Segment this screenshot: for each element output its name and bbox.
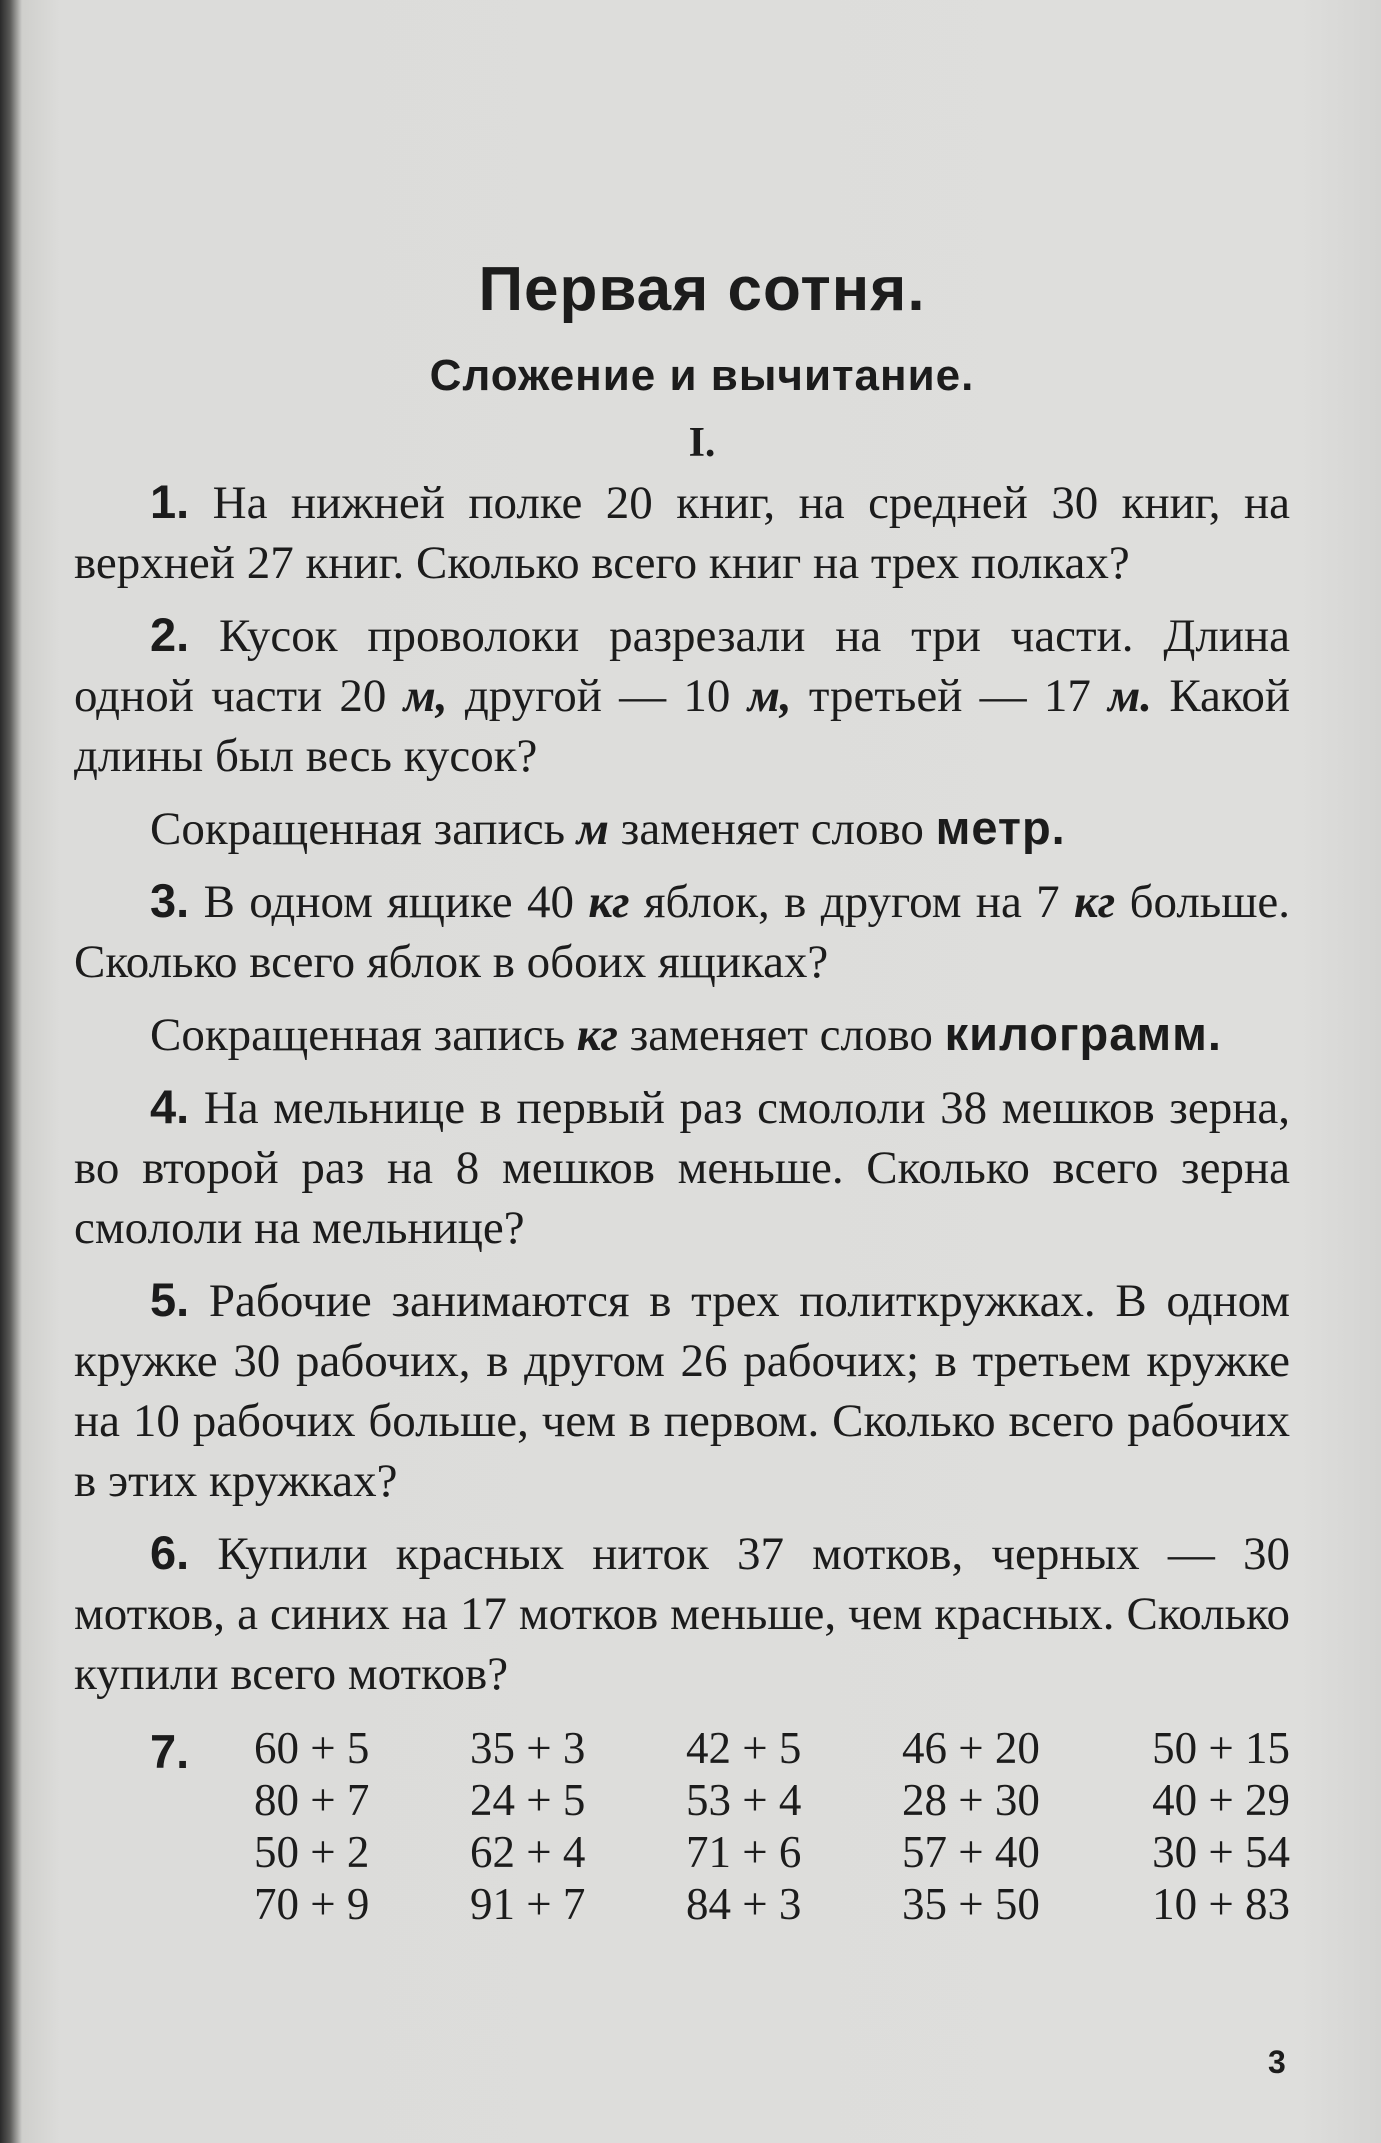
exercise-cell: 10 + 83 bbox=[1152, 1879, 1290, 1929]
note-text: заменяет слово bbox=[620, 803, 924, 855]
note-meter bbox=[74, 798, 1290, 859]
page-content bbox=[74, 250, 1290, 1930]
exercise-number: 7. bbox=[150, 1725, 190, 1778]
exercise-cell: 84 + 3 bbox=[686, 1879, 802, 1929]
exercise-cell: 80 + 7 bbox=[254, 1775, 370, 1825]
problem-text: другой — 10 bbox=[464, 670, 731, 722]
problem-text: больше. Сколько всего яблок в обоих ящиках? bbox=[74, 876, 1291, 988]
exercise-cell: 46 + 20 bbox=[902, 1723, 1040, 1773]
exercise-cell: 40 + 29 bbox=[1152, 1775, 1290, 1825]
problem-text: В одном ящике 40 bbox=[203, 876, 575, 928]
problem-6 bbox=[74, 1523, 1290, 1704]
unit-label: м, bbox=[747, 670, 792, 722]
page-subheading: Сложение и вычитание. bbox=[429, 351, 975, 400]
problem-number: 2. bbox=[150, 608, 190, 661]
problem-number: 5. bbox=[150, 1273, 190, 1326]
problem-2 bbox=[74, 605, 1290, 786]
section-number: I. bbox=[688, 420, 716, 466]
problem-text: На нижней полке 20 книг, на средней 30 книг, на верхней 27 книг. Сколько всего книг на трех полках? bbox=[74, 477, 1291, 589]
problem-text: Купили красных ниток 37 мотков, черных — 30 мотков, а синих на 17 мотков меньше, чем красных. Сколько купили всего мотков? bbox=[74, 1528, 1291, 1700]
unit-label: м bbox=[576, 803, 609, 855]
problem-text: Какой длины был весь кусок? bbox=[74, 670, 1291, 782]
exercise-cell: 42 + 5 bbox=[686, 1723, 802, 1773]
problem-text: третьей — 17 bbox=[808, 670, 1091, 722]
term-word: метр. bbox=[935, 801, 1066, 854]
page-heading: Первая сотня. bbox=[478, 255, 926, 324]
problem-text: яблок, в другом на 7 bbox=[643, 876, 1060, 928]
exercise-7 bbox=[74, 1722, 1290, 1930]
unit-label: кг bbox=[1074, 876, 1116, 928]
exercise-cell: 50 + 2 bbox=[254, 1827, 370, 1877]
problem-number: 4. bbox=[150, 1080, 190, 1133]
problem-number: 6. bbox=[150, 1526, 190, 1579]
exercise-cell: 35 + 3 bbox=[470, 1723, 586, 1773]
term-word: килограмм. bbox=[944, 1007, 1222, 1060]
exercise-cell: 60 + 5 bbox=[254, 1723, 370, 1773]
problem-3 bbox=[74, 871, 1290, 992]
note-text: Сокращенная запись bbox=[150, 803, 566, 855]
exercise-cell: 24 + 5 bbox=[470, 1775, 586, 1825]
exercise-cell: 35 + 50 bbox=[902, 1879, 1040, 1929]
exercise-cell: 30 + 54 bbox=[1152, 1827, 1290, 1877]
problem-1 bbox=[74, 472, 1290, 593]
exercise-cell: 57 + 40 bbox=[902, 1827, 1040, 1877]
problem-text: Кусок проволоки разрезали на три части. Длина одной части 20 bbox=[74, 610, 1291, 722]
page-number: 3 bbox=[1268, 2044, 1286, 2080]
problem-text: На мельнице в первый раз смололи 38 мешков зерна, во второй раз на 8 мешков меньше. Сколько всего зерна смололи на мельнице? bbox=[74, 1082, 1291, 1254]
note-text: Сокращенная запись bbox=[150, 1009, 566, 1061]
problem-4 bbox=[74, 1077, 1290, 1258]
problem-number: 3. bbox=[150, 874, 190, 927]
unit-label: кг bbox=[588, 876, 630, 928]
problem-number: 1. bbox=[150, 475, 190, 528]
note-text: заменяет слово bbox=[629, 1009, 933, 1061]
unit-label: кг bbox=[576, 1009, 618, 1061]
unit-label: м. bbox=[1108, 670, 1153, 722]
exercise-cell: 28 + 30 bbox=[902, 1775, 1040, 1825]
exercise-cell: 91 + 7 bbox=[470, 1879, 586, 1929]
exercise-cell: 62 + 4 bbox=[470, 1827, 586, 1877]
problem-text: Рабочие занимаются в трех политкружках. В одном кружке 30 рабочих, в другом 26 рабочих; в третьем кружке на 10 рабочих больше, чем в первом. Сколько всего рабочих в этих кружках? bbox=[74, 1275, 1290, 1507]
problem-5 bbox=[74, 1270, 1290, 1511]
exercise-grid bbox=[254, 1722, 1290, 1930]
exercise-cell: 50 + 15 bbox=[1152, 1723, 1290, 1773]
exercise-cell: 53 + 4 bbox=[686, 1775, 802, 1825]
note-kilogram bbox=[74, 1004, 1290, 1065]
unit-label: м, bbox=[403, 670, 448, 722]
exercise-cell: 71 + 6 bbox=[686, 1827, 802, 1877]
exercise-cell: 70 + 9 bbox=[254, 1879, 370, 1929]
